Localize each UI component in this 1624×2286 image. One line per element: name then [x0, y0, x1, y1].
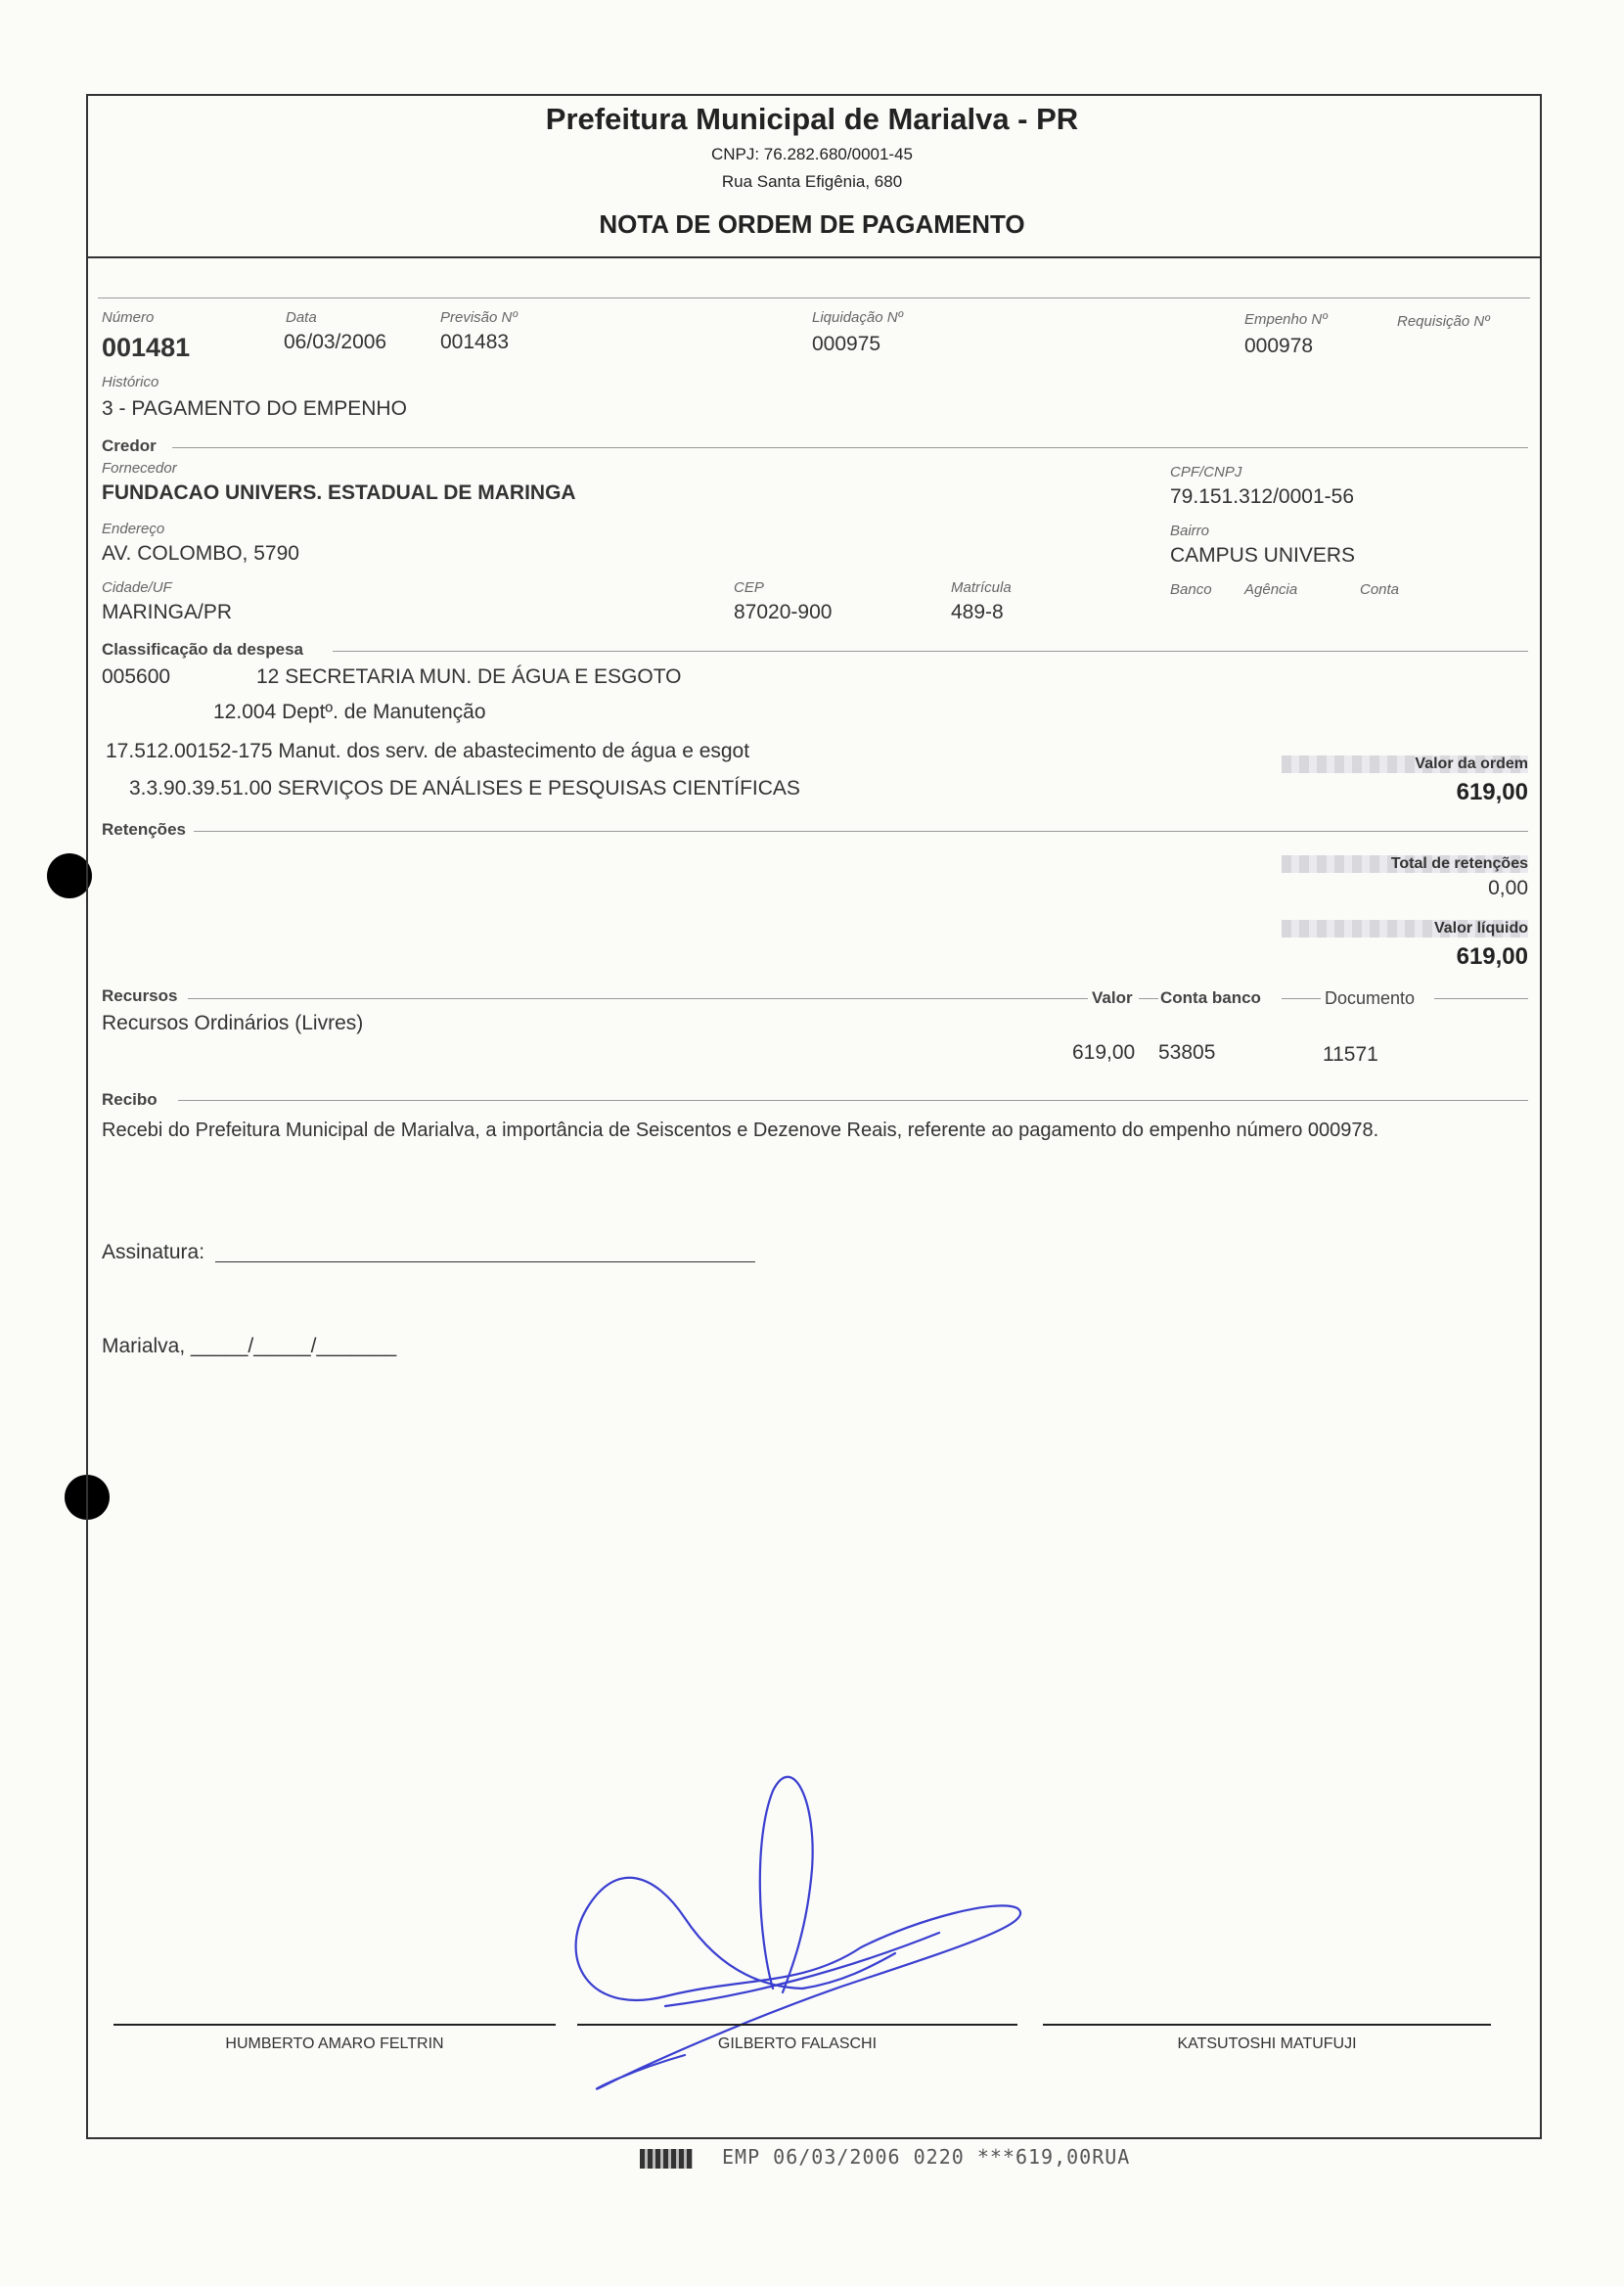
recursos-conta: 53805 — [1158, 1041, 1216, 1064]
valor-liquido-value: 619,00 — [1456, 943, 1528, 970]
recursos-conta-label: Conta banco — [1160, 988, 1261, 1007]
cep-value: 87020-900 — [734, 601, 833, 623]
signature-line-3 — [1043, 2024, 1491, 2026]
recibo-rule — [178, 1100, 1528, 1101]
matricula-value: 489-8 — [951, 601, 1004, 623]
classificacao-elemento: 3.3.90.39.51.00 SERVIÇOS DE ANÁLISES E PESQUISAS CIENTÍFICAS — [129, 777, 800, 800]
historico-label: Histórico — [102, 374, 159, 390]
liquidacao-label: Liquidação Nº — [812, 309, 904, 326]
valor-liquido-label: Valor líquido — [1433, 920, 1528, 937]
recursos-rule-3 — [1282, 998, 1321, 999]
assinatura-label: Assinatura: — [102, 1241, 205, 1263]
valor-ordem-label: Valor da ordem — [1415, 755, 1528, 772]
cidade-value: MARINGA/PR — [102, 601, 233, 623]
classificacao-rule — [333, 651, 1528, 652]
header-divider — [86, 256, 1542, 258]
classificacao-orgao: 12 SECRETARIA MUN. DE ÁGUA E ESGOTO — [256, 665, 682, 688]
assinatura-line — [215, 1261, 755, 1262]
recursos-documento-label: Documento — [1325, 988, 1416, 1008]
previsao-value: 001483 — [440, 331, 510, 353]
data-label: Data — [286, 309, 317, 326]
valor-ordem-value: 619,00 — [1456, 779, 1528, 805]
signatory-name-3: KATSUTOSHI MATUFUJI — [1177, 2035, 1357, 2052]
classificacao-section-label: Classificação da despesa — [102, 640, 304, 659]
document-title: NOTA DE ORDEM DE PAGAMENTO — [599, 209, 1025, 239]
bank-stamp-logo — [640, 2149, 693, 2169]
recursos-documento: 11571 — [1323, 1043, 1378, 1066]
header-cnpj: CNPJ: 76.282.680/0001-45 — [710, 145, 914, 163]
signature-line-1 — [113, 2024, 556, 2026]
bairro-label: Bairro — [1170, 523, 1210, 539]
signature-line-2 — [577, 2024, 1017, 2026]
numero-label: Número — [102, 309, 155, 326]
banco-label: Banco — [1170, 581, 1212, 598]
recibo-section-label: Recibo — [102, 1090, 158, 1109]
cep-label: CEP — [734, 579, 764, 596]
page-title: Prefeitura Municipal de Marialva - PR — [545, 102, 1079, 136]
header-subdivider — [98, 297, 1530, 298]
credor-rule — [172, 447, 1528, 448]
agencia-label: Agência — [1244, 581, 1298, 598]
total-retencoes-label: Total de retenções — [1390, 855, 1528, 872]
recursos-valor: 619,00 — [1072, 1041, 1136, 1064]
bank-stamp-text: EMP 06/03/2006 0220 ***619,00RUA — [722, 2145, 1131, 2169]
matricula-label: Matrícula — [951, 579, 1012, 596]
fornecedor-label: Fornecedor — [102, 460, 177, 477]
recursos-rule-4 — [1434, 998, 1528, 999]
classificacao-funcional: 17.512.00152-175 Manut. dos serv. de abastecimento de água e esgot — [106, 740, 750, 762]
historico-value: 3 - PAGAMENTO DO EMPENHO — [102, 397, 407, 420]
handwritten-signature — [548, 1761, 1057, 2114]
numero-value: 001481 — [102, 333, 191, 362]
total-retencoes-value: 0,00 — [1488, 877, 1528, 899]
local-data: Marialva, _____/_____/_______ — [102, 1335, 397, 1357]
classificacao-code: 005600 — [102, 665, 171, 688]
recursos-rule-2 — [1139, 998, 1158, 999]
recibo-texto: Recebi do Prefeitura Municipal de Marialva, a importância de Seiscentos e Dezenove Reais, referente ao pagamento do empenho número 000978. — [102, 1120, 1379, 1141]
requisicao-label: Requisição Nº — [1397, 313, 1490, 330]
signatory-name-2: GILBERTO FALASCHI — [717, 2035, 878, 2052]
recursos-rule-1 — [188, 998, 1088, 999]
endereco-label: Endereço — [102, 521, 165, 537]
classificacao-unidade: 12.004 Deptº. de Manutenção — [213, 701, 486, 723]
bairro-value: CAMPUS UNIVERS — [1170, 544, 1356, 567]
recursos-descricao: Recursos Ordinários (Livres) — [102, 1012, 364, 1034]
recursos-section-label: Recursos — [102, 986, 178, 1005]
empenho-label: Empenho Nº — [1244, 311, 1328, 328]
previsao-label: Previsão Nº — [440, 309, 518, 326]
credor-section-label: Credor — [102, 436, 157, 455]
endereco-value: AV. COLOMBO, 5790 — [102, 542, 299, 565]
empenho-value: 000978 — [1244, 335, 1314, 357]
signatory-name-1: HUMBERTO AMARO FELTRIN — [225, 2035, 444, 2052]
header-address: Rua Santa Efigênia, 680 — [721, 172, 903, 191]
data-value: 06/03/2006 — [284, 331, 387, 353]
retencoes-section-label: Retenções — [102, 820, 186, 839]
cidade-label: Cidade/UF — [102, 579, 172, 596]
cpf-value: 79.151.312/0001-56 — [1170, 485, 1355, 508]
cpf-label: CPF/CNPJ — [1170, 464, 1242, 480]
recursos-valor-label: Valor — [1092, 988, 1133, 1007]
conta-label: Conta — [1360, 581, 1400, 598]
liquidacao-value: 000975 — [812, 333, 881, 355]
fornecedor-value: FUNDACAO UNIVERS. ESTADUAL DE MARINGA — [102, 481, 576, 504]
retencoes-rule — [194, 831, 1528, 832]
